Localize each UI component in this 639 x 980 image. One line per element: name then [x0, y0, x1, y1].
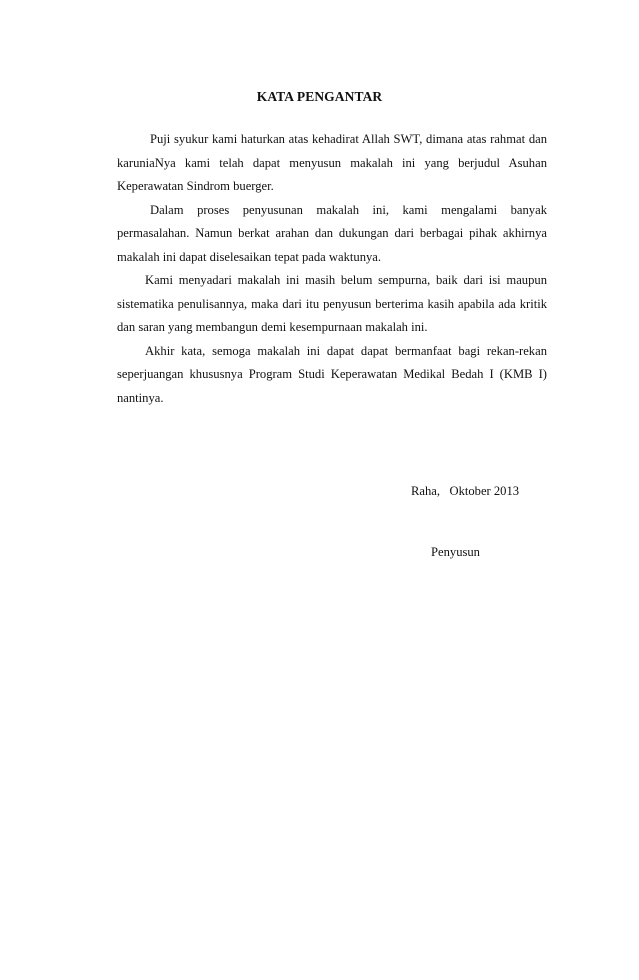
paragraph-3: Kami menyadari makalah ini masih belum sempurna, baik dari isi maupun sistematika penulisannya, maka dari itu penyusun berterima kasih apabila ada kritik dan saran yang membangun demi kesempurnaan makalah ini. [117, 273, 547, 334]
paragraph-2: Dalam proses penyusunan makalah ini, kami mengalami banyak permasalahan. Namun berkat arahan dan dukungan dari berbagai pihak akhirnya makalah ini dapat diselesaikan tepat pada waktunya. [117, 202, 547, 264]
paragraph-1: Puji syukur kami haturkan atas kehadirat Allah SWT, dimana atas rahmat dan karuniaNya kami telah dapat menyusun makalah ini yang berjudul Asuhan Keperawatan Sindrom buerger. [117, 132, 547, 193]
paragraph-4: Akhir kata, semoga makalah ini dapat dapat bermanfaat bagi rekan-rekan seperjuangan khususnya Program Studi Keperawatan Medikal Bedah I (KMB I) nantinya. [117, 343, 547, 405]
body-text [117, 128, 547, 410]
page-title: KATA PENGANTAR [256, 89, 383, 104]
author-signature: Penyusun [431, 545, 480, 559]
place-date: Raha, Oktober 2013 [411, 484, 520, 498]
